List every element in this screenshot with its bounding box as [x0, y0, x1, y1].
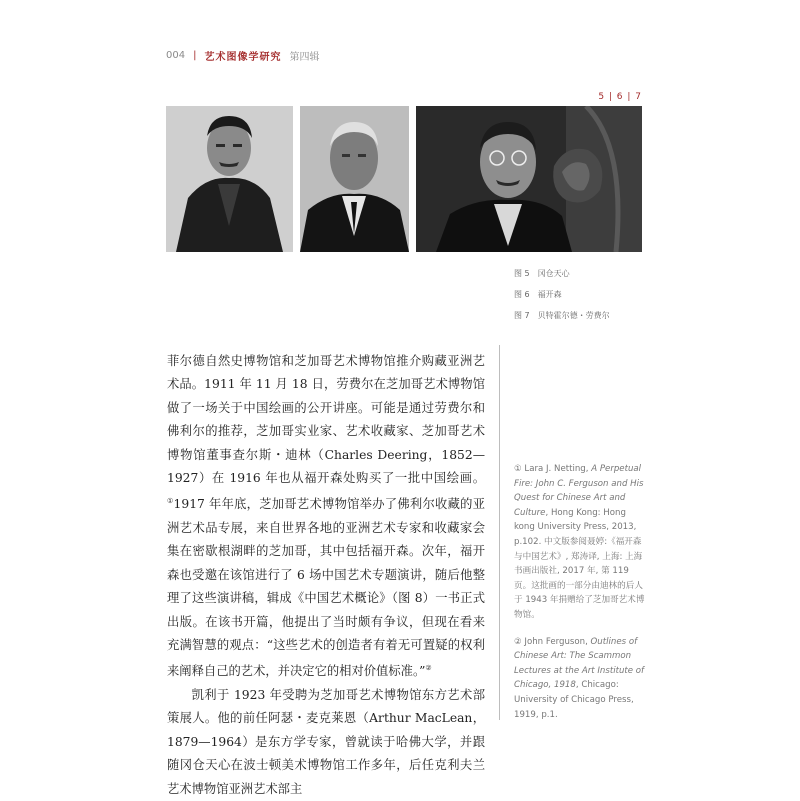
paragraph-1-continued: 1917 年年底，芝加哥艺术博物馆举办了佛利尔收藏的亚洲艺术品专展，来自世界各地的亚洲艺术专家和收藏家会集在密歇根湖畔的芝加哥，其中包括福开森。次年，福开森也受邀在该馆进行了 6 场中国艺术专题演讲，随后他整理了这些演讲稿，辑成《中国艺术概论》（图 8）一书正式出版。在该书开篇，他提出了当时颇有争议，但现在看来充满智慧的观点：“这些艺术的创造者有着无可置疑的权利来阐释自己的艺术，并决定它的相对价值标准。”	[167, 497, 485, 679]
series-title: 艺术图像学研究	[204, 52, 282, 63]
note-1-prefix: ① Lara J. Netting,	[514, 464, 592, 474]
paragraph-1-text: 菲尔德自然史博物馆和芝加哥艺术博物馆推介购藏亚洲艺术品。1911 年 11 月 18 日，劳费尔在芝加哥艺术博物馆做了一场关于中国绘画的公开讲座。可能是通过劳费尔和佛利尔的推荐，芝加哥实业家、艺术收藏家、芝加哥艺术博物馆董事查尔斯・迪林（Charles Deering，1852—1927）在 1916 年也从福开森处购买了一批中国绘画。	[167, 354, 485, 486]
main-text	[167, 350, 485, 801]
page-number: 004	[166, 50, 186, 61]
figure-numbers: 5 | 6 | 7	[598, 92, 642, 102]
footnote-ref-2: ②	[425, 664, 432, 673]
caption-fig6: 图 6 福开森	[514, 290, 562, 299]
running-header	[166, 48, 319, 63]
side-notes	[514, 462, 646, 734]
note-1-title: A Perpetual Fire: John C. Ferguson and His Quest for Chinese Art and Culture	[514, 464, 644, 518]
paragraph-1	[167, 350, 485, 684]
note-1-rest: , Hong Kong: Hong kong University Press, 2013, p.102. 中文版参阅聂婷:《福开森与中国艺术》, 郑涛译, 上海: 上海书画出版社, 2017 年, 第 119 页。这批画的一部分由迪林的后人于 1943 年捐赠给了芝加哥艺术博物馆。	[514, 507, 645, 620]
photo-okakura	[166, 106, 293, 252]
caption-fig5: 图 5 冈仓天心	[514, 269, 570, 278]
margin-rule	[499, 345, 500, 720]
footnote-ref-1: ①	[167, 497, 174, 506]
note-2-rest: , Chicago: University of Chicago Press, 1919, p.1.	[514, 680, 634, 720]
volume-label: 第四辑	[289, 52, 320, 63]
photo-ferguson	[300, 106, 409, 252]
photo-laufer	[416, 106, 642, 252]
header-separator: |	[193, 50, 197, 61]
note-2-prefix: ② John Ferguson,	[514, 636, 591, 647]
note-1	[514, 462, 646, 623]
note-2	[514, 635, 646, 723]
note-2-title: Outlines of Chinese Art: The Scammon Lectures at the Art Institute of Chicago, 1918	[514, 636, 645, 691]
caption-fig7: 图 7 贝特霍尔德・劳费尔	[514, 311, 610, 320]
paragraph-2: 凯利于 1923 年受聘为芝加哥艺术博物馆东方艺术部策展人。他的前任阿瑟・麦克莱恩（Arthur MacLean，1879—1964）是东方学专家，曾就读于哈佛大学，并跟随冈仓天心在波士顿美术博物馆工作多年，后任克利夫兰艺术博物馆亚洲艺术部主	[167, 687, 485, 796]
figure-captions	[514, 263, 610, 326]
